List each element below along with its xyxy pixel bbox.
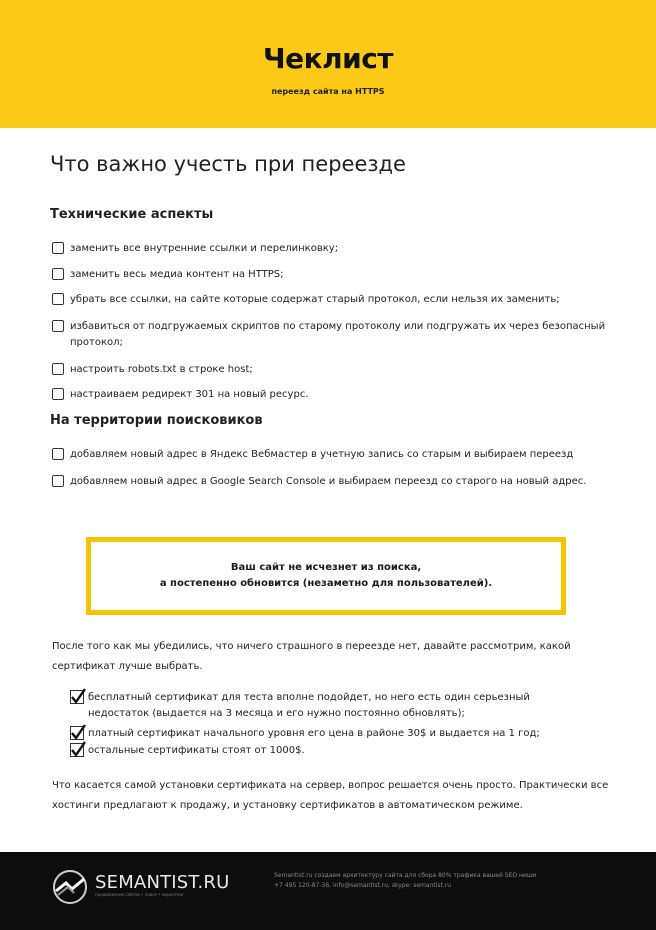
footer-info-line-2: +7 495 120-87-36, info@semantist.ru, skype: semantist.ru bbox=[274, 882, 452, 889]
intro-paragraph: После того как мы убедились, что ничего страшного в переезде нет, давайте рассмотрим, какой сертификат лучше выбрать. bbox=[52, 641, 571, 672]
checklist-item[interactable] bbox=[52, 267, 617, 283]
checkbox-icon[interactable] bbox=[52, 388, 64, 400]
footer-info-line-1: Semantist.ru создаем архитектуру сайта для сбора 80% трафика вашей SEO ниши bbox=[274, 872, 537, 879]
checklist-item-label: убрать все ссылки, на сайте которые содержат старый протокол, если нельзя их заменить; bbox=[70, 294, 560, 305]
logo-tagline: продвижение сайтов • поиск • маркетинг bbox=[95, 892, 185, 897]
checklist-item[interactable] bbox=[52, 241, 617, 257]
checklist-item-label: настраиваем редирект 301 на новый ресурс. bbox=[70, 389, 309, 400]
logo-text[interactable]: SEMANTIST.RU bbox=[95, 872, 230, 893]
checkbox-icon[interactable] bbox=[52, 293, 64, 305]
page-subtitle: переезд сайта на HTTPS bbox=[271, 87, 385, 96]
certificate-item-label: остальные сертификаты стоят от 1000$. bbox=[88, 745, 305, 756]
checklist-item[interactable] bbox=[52, 319, 617, 351]
section-heading-search-engines: На территории поисковиков bbox=[50, 413, 263, 428]
section-heading-technical: Технические аспекты bbox=[50, 207, 214, 222]
checklist-item[interactable] bbox=[52, 362, 617, 378]
checklist-item-label: избавиться от подгружаемых скриптов по старому протоколу или подгружать их через безопасный протокол; bbox=[70, 321, 606, 348]
closing-paragraph: Что касается самой установки сертификата на сервер, вопрос решается очень просто. Практически все хостинги предлагают к продажу, и установку сертификатов в автоматическом режиме. bbox=[52, 780, 609, 811]
checklist-item-label: добавляем новый адрес в Google Search Console и выбираем переезд со старого на новый адрес. bbox=[70, 476, 587, 487]
checkbox-icon[interactable] bbox=[52, 363, 64, 375]
certificate-item-label: платный сертификат начального уровня его цена в районе 30$ и выдается на 1 год; bbox=[88, 728, 540, 739]
checkbox-icon[interactable] bbox=[52, 268, 64, 280]
certificate-item[interactable] bbox=[70, 726, 585, 742]
checkbox-icon[interactable] bbox=[52, 320, 64, 332]
main-heading: Что важно учесть при переезде bbox=[50, 152, 406, 176]
callout-line-2: а постепенно обновится (незаметно для пользователей). bbox=[159, 578, 493, 589]
checklist-item[interactable] bbox=[52, 474, 617, 490]
checked-checkbox-icon[interactable] bbox=[70, 743, 84, 757]
callout-box bbox=[86, 537, 566, 615]
page-title: Чеклист bbox=[262, 42, 394, 75]
checkbox-icon[interactable] bbox=[52, 242, 64, 254]
header-banner bbox=[0, 0, 656, 128]
checklist-item-label: заменить все внутренние ссылки и перелинковку; bbox=[70, 243, 339, 254]
checkbox-icon[interactable] bbox=[52, 448, 64, 460]
certificate-item[interactable] bbox=[70, 690, 585, 722]
checklist-item-label: заменить весь медиа контент на HTTPS; bbox=[70, 269, 284, 280]
certificate-item-label: бесплатный сертификат для теста вполне подойдет, но него есть один серьезный недостаток (выдается на 3 месяца и его нужно постоянно обновлять); bbox=[88, 692, 530, 719]
checkbox-icon[interactable] bbox=[52, 475, 64, 487]
checked-checkbox-icon[interactable] bbox=[70, 726, 84, 740]
footer-contact-info bbox=[274, 871, 624, 891]
checklist-item-label: настроить robots.txt в строке host; bbox=[70, 364, 253, 375]
checklist-item[interactable] bbox=[52, 447, 617, 463]
checklist-item-label: добавляем новый адрес в Яндекс Вебмастер в учетную запись со старым и выбираем переезд bbox=[70, 449, 574, 460]
checklist-item[interactable] bbox=[52, 292, 617, 308]
semantist-logo-icon bbox=[50, 865, 90, 913]
certificate-item[interactable] bbox=[70, 743, 585, 759]
callout-line-1: Ваш сайт не исчезнет из поиска, bbox=[230, 562, 422, 573]
checklist-item[interactable] bbox=[52, 387, 617, 403]
checked-checkbox-icon[interactable] bbox=[70, 690, 84, 704]
